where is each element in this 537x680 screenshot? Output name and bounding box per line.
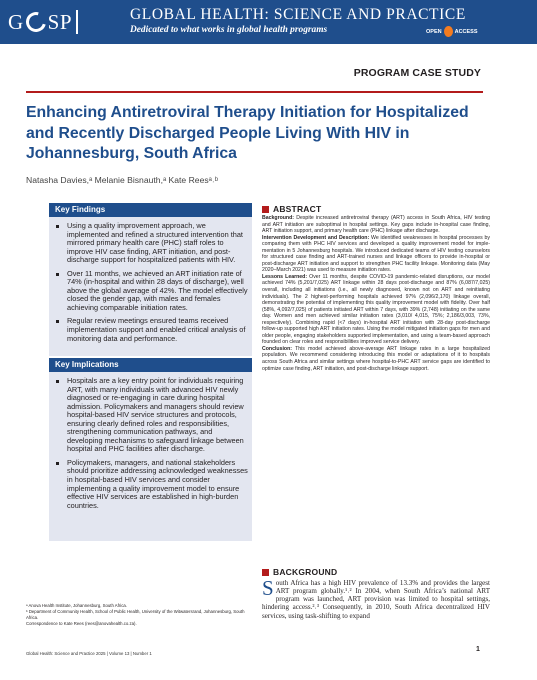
drop-cap: S	[262, 576, 274, 600]
open-access-label-2: ACCESS	[454, 28, 478, 35]
key-implications-box	[49, 372, 252, 541]
author-list: Natasha Davies,ᵃ Melanie Bisnauth,ᵃ Kate Reesᵃ˒ᵇ	[26, 175, 218, 185]
logo-ring-icon	[22, 8, 49, 35]
page-number: 1	[476, 646, 480, 653]
open-access-lock-icon	[444, 26, 453, 37]
footer-citation: Global Health: Science and Practice 2025 | Volume 13 | Number 1	[26, 651, 152, 656]
footnote-b: ᵇ Department of Community Health, School of Public Health, University of the Witwatersrand, Johannesburg, South Africa.	[26, 609, 245, 620]
background-body	[262, 576, 490, 620]
affiliation-footnotes	[26, 603, 256, 627]
abstract-conclusion	[262, 346, 490, 372]
abstract-lessons-label: Lessons Learned:	[262, 273, 308, 280]
abstract-body	[262, 215, 490, 372]
abstract-heading	[262, 204, 321, 214]
abstract-heading-text: ABSTRACT	[273, 204, 322, 214]
key-implication-item: Policymakers, managers, and national stakeholders should prioritize addressing acknowledged weaknesses in hospital-based HIV services and consider implementing a quality improvement model to ensure effective HIV services are established in high-burden countries.	[53, 459, 248, 510]
logo-letters-sp: SP	[47, 9, 73, 34]
title-divider	[26, 91, 483, 93]
section-marker-icon	[262, 206, 269, 213]
abstract-lessons-text: Over 11 months, despite COVID-19 pandemic-related disruptions, our model achieved 74% (5,201/7,025) ART linkage within 28 days post-discharge and 87% (6,087/7,025) overall, including all initiations (i.e., all newly diagnosed, known not on ART and reinitiating individuals). The 2 highest-performing hospitals achieved 97% (2,096/2,170) linkage overall, demonstrating the potential of implementing this quality improvement model with fidelity. Over half (58%, 4,092/7,025) of patients initiated ART within 7 days, with 39% (2,748) initiating on the same day. Women and men achieved similar initiation rates (3,010/ 4,015, 75%; 2,186/3,003, 73%, respectively). Combining rapid (<7 days) in-hospital ART initiation with 28-day post-discharge follow-up supported high ART initiation rates. Using the model mitigated initiation gaps for men and older people, engaging stakeholders supported implementation, and using a team-based approach founded on clear roles and responsibilities improved service delivery.	[262, 273, 490, 346]
logo-letter-g: G	[8, 9, 24, 34]
key-finding-item: Using a quality improvement approach, we implemented and refined a structured intervention that mirrored primary health care (PHC) staff roles to improve HIV case finding, ART initiation, and post-discharge support for hospitalized patients with HIV.	[53, 222, 248, 265]
abstract-intervention-text: We identified weaknesses in hospital processes by comparing them with PHC HIV services and developed a quality improvement model for implementation in 5 Johannesburg hospitals. We introduced dedicated teams of HIV testing counselors for structured case finding and ART-trained nurses and linkage officers to provide in-hospital or post-discharge ART initiation and support to strengthen PHC facility linkage. Monitoring data (May 2020–March 2021) was used to measure initiation rates.	[262, 234, 490, 274]
abstract-background	[262, 215, 490, 235]
open-access-badge	[426, 26, 478, 37]
journal-title: GLOBAL HEALTH: SCIENCE AND PRACTICE	[130, 6, 466, 23]
key-implications-heading: Key Implications	[49, 358, 252, 372]
key-findings-heading: Key Findings	[49, 203, 252, 217]
abstract-background-label: Background:	[262, 215, 294, 221]
journal-tagline: Dedicated to what works in global health programs	[130, 25, 328, 35]
article-title: Enhancing Antiretroviral Therapy Initiation for Hospitalized and Recently Discharged People Living With HIV in Johannesburg, South Africa	[26, 104, 469, 162]
key-implication-item: Hospitals are a key entry point for individuals requiring ART, with many individuals with advanced HIV newly diagnosed or re-engaging in care during hospital admission. Policymakers and managers should review hospital-based HIV service structures and protocols, ensuring clearly defined roles and responsibilities, strengthening communication pathways, and developing mechanisms to safeguard linkage between hospital and PHC facilities after discharge.	[53, 377, 248, 454]
key-finding-item: Over 11 months, we achieved an ART initiation rate of 74% (in-hospital and within 28 days of discharge), well above the global average of 42%. The model effectively closed the gender gap, with males and females achieving comparable initiation rates.	[53, 270, 248, 313]
abstract-conclusion-text: This model achieved above-average ART linkage rates in a large hospitalized population. We recommend considering introducing this model or adaptations of it to hospitals across South Africa and similar settings where hospital-to-PHC ART service gaps are identified to optimize case finding, ART initiation, and post-discharge linkage support.	[262, 345, 490, 372]
key-finding-item: Regular review meetings ensured teams received implementation support and enabled critical analysis of monitoring data and performance.	[53, 317, 248, 343]
abstract-background-text: Despite increased antiretroviral therapy (ART) access in South Africa, HIV testing and ART initiation are suboptimal in hospital settings. Key gaps include in-hospital case finding, ART initiation support, and primary health care (PHC) linkage after discharge.	[262, 215, 490, 235]
abstract-intervention	[262, 235, 490, 274]
abstract-lessons	[262, 274, 490, 346]
background-text: outh Africa has a high HIV prevalence of 13.3% and provides the largest ART program globally.¹˒² In 2004, when South Africa’s national ART program was launched, ART provision was limited to hospital settings, hindering access.²˒³ Consequently, in 2010, South Africa decentralized HIV services, using task-shifting to expand	[262, 579, 490, 620]
article-type: PROGRAM CASE STUDY	[353, 67, 481, 79]
journal-logo	[8, 7, 84, 37]
open-access-label: OPEN	[426, 28, 442, 35]
correspondence-note: Correspondence to Kate Rees (rees@anovahealth.co.za).	[26, 620, 137, 626]
journal-banner	[0, 0, 537, 44]
background-heading-text: BACKGROUND	[273, 567, 338, 577]
footnote-a: ᵃ Anova Health Institute, Johannesburg, South Africa.	[26, 603, 127, 608]
key-findings-list	[53, 222, 248, 343]
key-implications-list	[53, 377, 248, 510]
abstract-conclusion-label: Conclusion:	[262, 345, 292, 352]
logo-divider	[76, 10, 78, 34]
section-marker-icon	[262, 569, 269, 576]
key-findings-box	[49, 217, 252, 356]
abstract-intervention-label: Intervention Development and Description:	[262, 234, 370, 241]
